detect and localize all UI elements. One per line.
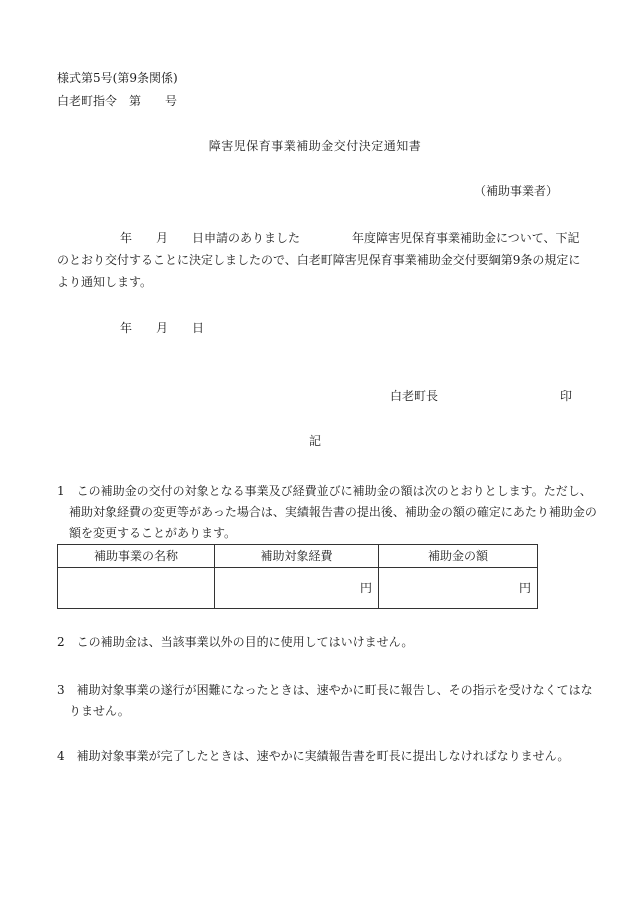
item-text: 補助対象事業の遂行が困難になったときは、速やかに町長に報告し、その指示を受けなくてはなりません。 (69, 683, 593, 718)
issue-day: 日 (192, 321, 205, 335)
ki-heading: 記 (309, 434, 322, 448)
grant-table (57, 544, 538, 609)
list-item-4 (57, 746, 599, 767)
issuer-title: 白老町長 (390, 389, 439, 403)
item-text: この補助金は、当該事業以外の目的に使用してはいけません。 (76, 635, 414, 649)
list-item-1 (57, 481, 599, 544)
issue-month: 月 (156, 321, 169, 335)
item-number: 2 (57, 635, 65, 649)
seal-mark: 印 (560, 389, 573, 403)
list-item-2 (57, 632, 599, 653)
intro-year: 年 (120, 231, 133, 245)
item-number: 4 (57, 749, 65, 763)
table-header-row (58, 545, 538, 568)
intro-fiscal-year-text: 年度障害児保育事業補助金について、下記 (352, 231, 580, 245)
item-text: この補助金の交付の対象となる事業及び経費並びに補助金の額は次のとおりとします。ただし、補助対象経費の変更等があった場合は、実績報告書の提出後、補助金の額の確定にあたり補助金の額を変更することがあります。 (69, 484, 597, 540)
intro-month: 月 (156, 231, 169, 245)
header-project-name: 補助事業の名称 (58, 545, 215, 568)
directive-number: 白老町指令 第 号 (57, 94, 178, 108)
form-number: 様式第5号(第9条関係) (57, 71, 178, 85)
item-text: 補助対象事業が完了したときは、速やかに実績報告書を町長に提出しなければなりません。 (76, 749, 570, 763)
intro-line-3: より通知します。 (57, 275, 153, 289)
item-number: 3 (57, 683, 65, 697)
header-eligible-cost: 補助対象経費 (215, 545, 379, 568)
recipient-label: （補助事業者） (474, 184, 559, 198)
cell-eligible-cost: 円 (215, 568, 379, 609)
table-row (58, 568, 538, 609)
list-item-3 (57, 680, 599, 722)
header-grant-amount: 補助金の額 (379, 545, 538, 568)
cell-project-name (58, 568, 215, 609)
issue-year: 年 (120, 321, 133, 335)
cell-grant-amount: 円 (379, 568, 538, 609)
intro-day-application: 日申請のありました (192, 231, 301, 245)
document-title: 障害児保育事業補助金交付決定通知書 (208, 139, 422, 153)
intro-line-2: のとおり交付することに決定しましたので、白老町障害児保育事業補助金交付要綱第9条の規定に (57, 253, 581, 267)
item-number: 1 (57, 484, 65, 498)
